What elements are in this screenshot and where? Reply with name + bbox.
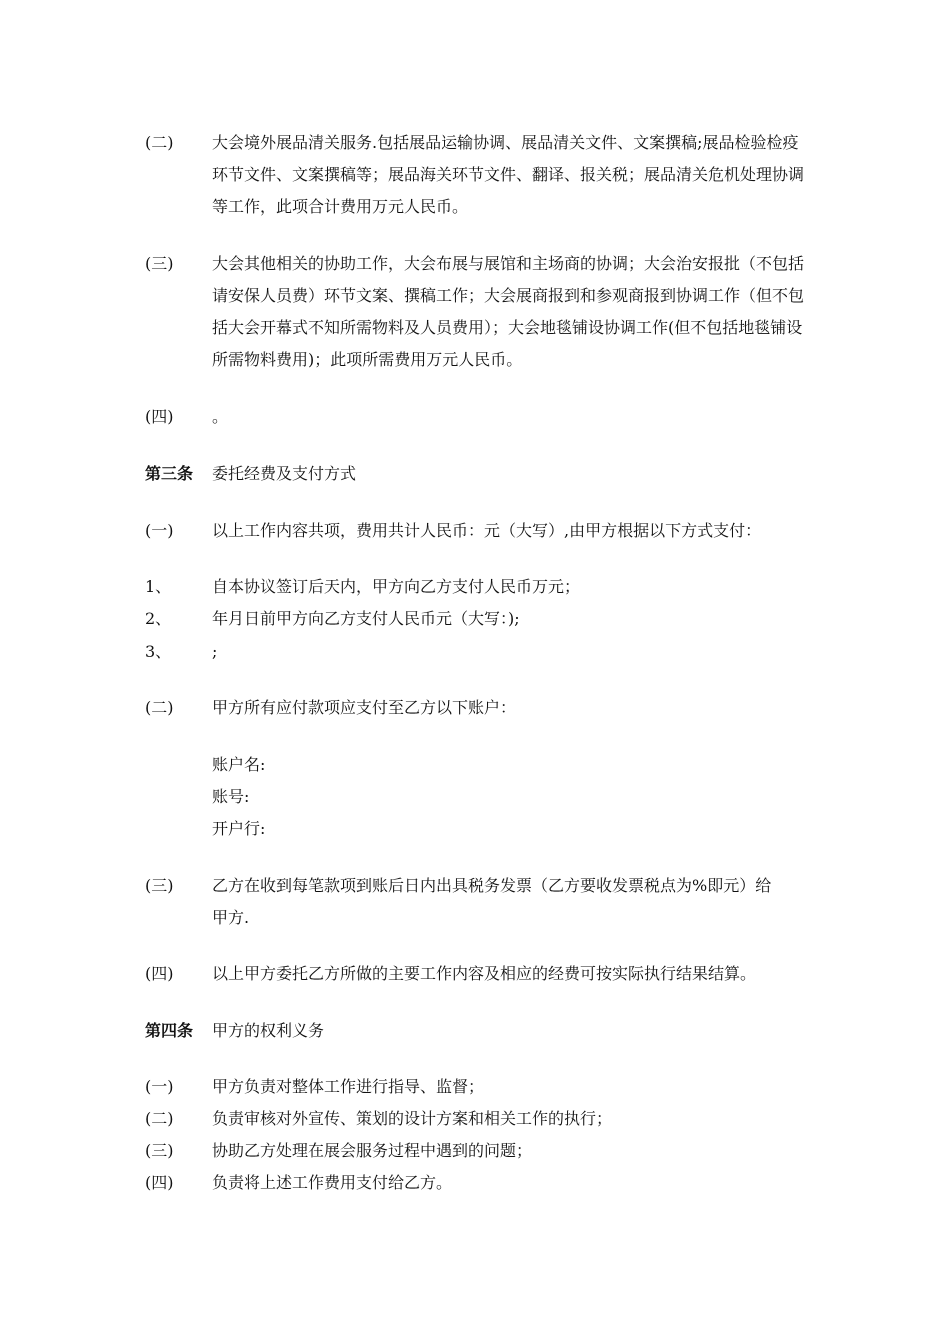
article-label: 第三条	[145, 464, 194, 483]
clause-label: (三)	[145, 254, 174, 273]
clause-label: (四)	[145, 1173, 174, 1192]
account-name-field: 账户名:	[212, 755, 266, 774]
article-title: 委托经费及支付方式	[212, 464, 357, 483]
clause-text: 乙方在收到每笔款项到账后日内出具税务发票（乙方要收发票税点为%即元）给甲方.	[212, 876, 772, 927]
list-text: 年月日前甲方向乙方支付人民币元（大写：);	[212, 609, 520, 628]
list-text: ;	[212, 642, 218, 661]
article-title: 甲方的权利义务	[212, 1021, 325, 1040]
clause-label: (一)	[145, 521, 174, 540]
clause-text: 大会境外展品清关服务.包括展品运输协调、展品清关文件、文案撰稿;展品检验检疫环节文件、文案撰稿等；展品海关环节文件、翻译、报关税；展品清关危机处理协调等工作，此项合计费用万元人民币。	[212, 133, 805, 216]
list-text: 自本协议签订后天内，甲方向乙方支付人民币万元；	[212, 577, 581, 596]
account-bank-field: 开户行:	[212, 819, 266, 838]
clause-label: (一)	[145, 1077, 174, 1096]
clause-label: (二)	[145, 133, 174, 152]
clause-text: 负责审核对外宣传、策划的设计方案和相关工作的执行；	[212, 1109, 613, 1128]
clause-text: 以上甲方委托乙方所做的主要工作内容及相应的经费可按实际执行结果结算。	[212, 964, 757, 983]
clause-text: 甲方所有应付款项应支付至乙方以下账户：	[212, 698, 517, 717]
list-number: 2、	[145, 609, 172, 628]
article-label: 第四条	[145, 1021, 194, 1040]
clause-text: 甲方负责对整体工作进行指导、监督；	[212, 1077, 485, 1096]
account-number-field: 账号:	[212, 787, 250, 806]
clause-text: 协助乙方处理在展会服务过程中遇到的问题；	[212, 1141, 533, 1160]
clause-label: (三)	[145, 1141, 174, 1160]
clause-text: 。	[212, 407, 229, 426]
clause-label: (四)	[145, 964, 174, 983]
list-number: 1、	[145, 577, 172, 596]
clause-label: (三)	[145, 876, 174, 895]
list-number: 3、	[145, 642, 172, 661]
clause-label: (二)	[145, 698, 174, 717]
clause-label: (二)	[145, 1109, 174, 1128]
clause-label: (四)	[145, 407, 174, 426]
clause-text: 负责将上述工作费用支付给乙方。	[212, 1173, 453, 1192]
clause-text: 以上工作内容共项，费用共计人民币：元（大写）,由甲方根据以下方式支付：	[212, 521, 762, 540]
clause-text: 大会其他相关的协助工作，大会布展与展馆和主场商的协调；大会治安报批（不包括请安保人员费）环节文案、撰稿工作；大会展商报到和参观商报到协调工作（但不包括大会开幕式不知所需物料及人员费用）；大会地毯铺设协调工作(但不包括地毯铺设所需物料费用)；此项所需费用万元人民币。	[212, 254, 805, 369]
